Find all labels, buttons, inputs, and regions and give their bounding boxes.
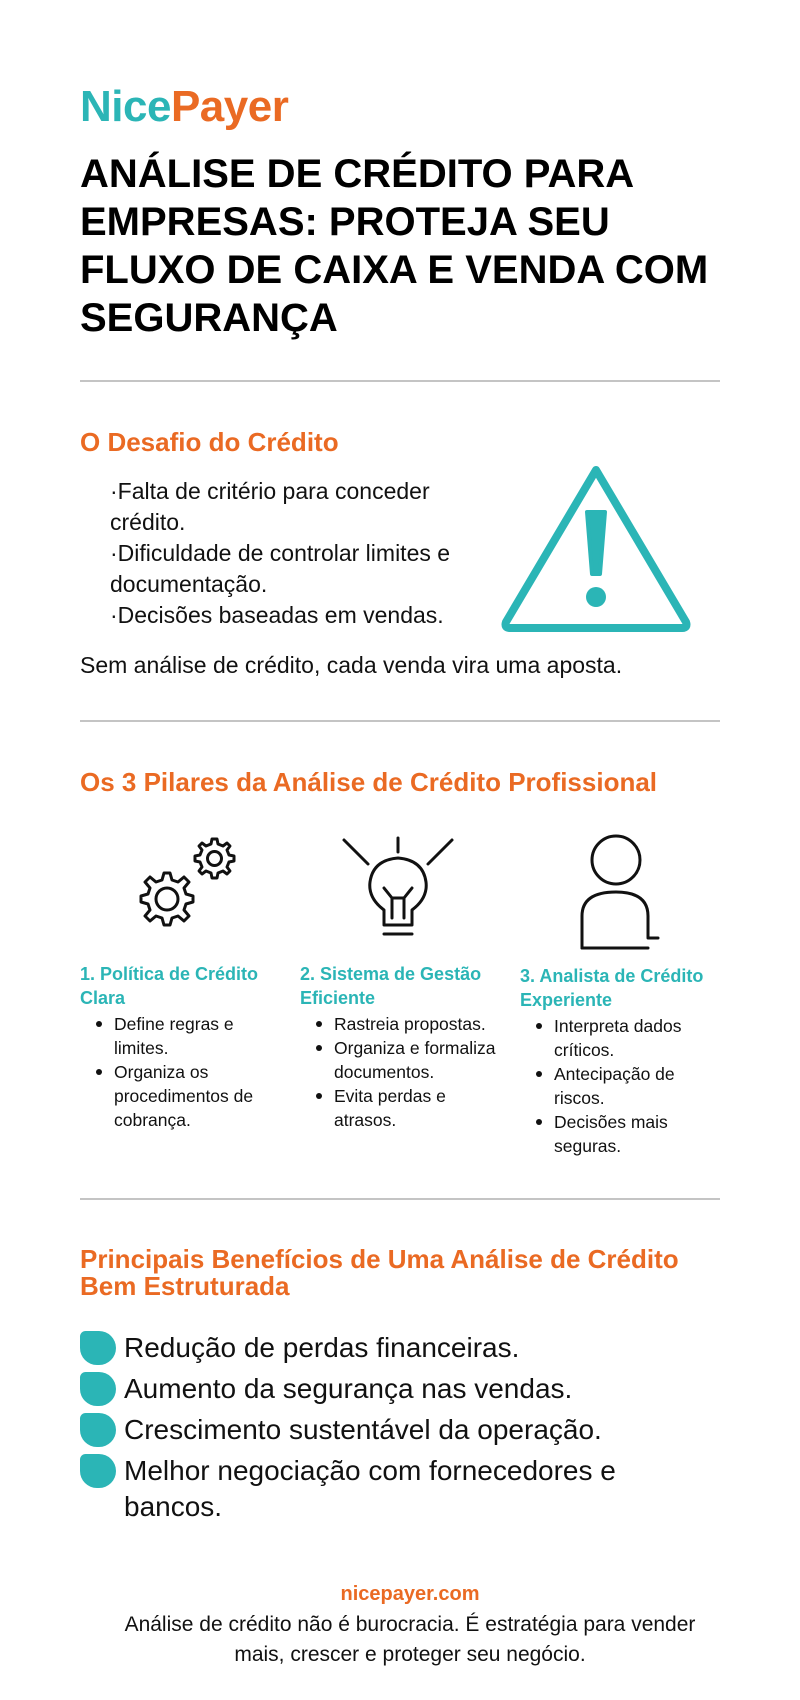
brand-name-part1: Nice	[80, 82, 171, 131]
benefit-text: Crescimento sustentável da operação.	[124, 1414, 602, 1445]
pillar-bullet: Organiza os procedimentos de cobrança.	[80, 1060, 280, 1132]
teal-bullet-icon	[80, 1331, 116, 1365]
pillar-title: 2. Sistema de Gestão Eficiente	[300, 964, 482, 1008]
challenge-list	[110, 476, 480, 631]
benefit-item	[80, 1412, 720, 1448]
challenge-heading: O Desafio do Crédito	[80, 427, 339, 457]
challenge-item: ·Falta de critério para conceder crédito.	[110, 478, 430, 535]
brand-logo	[80, 82, 288, 132]
teal-bullet-icon	[80, 1413, 116, 1447]
pillar-bullet: Define regras e limites.	[80, 1012, 280, 1060]
pillar-bullets	[80, 1012, 280, 1132]
benefit-text: Aumento da segurança nas vendas.	[124, 1373, 573, 1404]
pillar-bullet: Interpreta dados críticos.	[520, 1014, 720, 1062]
pillar-credit-analyst	[520, 964, 720, 1158]
pillar-management-system	[300, 962, 500, 1132]
benefit-text: Melhor negociação com fornecedores e bancos.	[124, 1455, 616, 1522]
benefit-item	[80, 1453, 720, 1525]
benefits-list	[80, 1330, 720, 1530]
divider	[80, 380, 720, 382]
person-icon	[562, 830, 682, 950]
pillar-bullets	[520, 1014, 720, 1158]
pillars-heading: Os 3 Pilares da Análise de Crédito Profissional	[80, 767, 658, 797]
teal-bullet-icon	[80, 1454, 116, 1488]
pillar-bullets	[300, 1012, 500, 1132]
warning-icon	[498, 462, 694, 634]
challenge-summary: Sem análise de crédito, cada venda vira uma aposta.	[80, 652, 623, 678]
pillar-title: 3. Analista de Crédito Experiente	[520, 966, 704, 1010]
pillar-title: 1. Política de Crédito Clara	[80, 964, 259, 1008]
pillar-credit-policy	[80, 962, 280, 1132]
benefit-text: Redução de perdas financeiras.	[124, 1332, 520, 1363]
pillar-bullet: Rastreia propostas.	[300, 1012, 500, 1036]
gears-icon	[120, 830, 240, 950]
pillar-bullet: Organiza e formaliza documentos.	[300, 1036, 500, 1084]
brand-name-part2: Payer	[170, 82, 289, 131]
page-title: ANÁLISE DE CRÉDITO PARA EMPRESAS: PROTEJA SEU FLUXO DE CAIXA E VENDA COM SEGURANÇA	[80, 152, 709, 340]
benefit-item	[80, 1371, 720, 1407]
challenge-item: ·Decisões baseadas em vendas.	[110, 602, 444, 628]
benefit-item	[80, 1330, 720, 1366]
lightbulb-icon	[340, 830, 460, 950]
divider	[80, 720, 720, 722]
benefits-heading: Principais Benefícios de Uma Análise de Crédito Bem Estruturada	[80, 1244, 679, 1301]
teal-bullet-icon	[80, 1372, 116, 1406]
pillar-bullet: Decisões mais seguras.	[520, 1110, 720, 1158]
divider	[80, 1198, 720, 1200]
challenge-item: ·Dificuldade de controlar limites e documentação.	[110, 540, 451, 597]
pillar-bullet: Evita perdas e atrasos.	[300, 1084, 500, 1132]
footer-tagline: Análise de crédito não é burocracia. É estratégia para vender mais, crescer e proteger seu negócio.	[124, 1613, 696, 1666]
footer-url: nicepayer.com	[340, 1583, 480, 1605]
pillar-bullet: Antecipação de riscos.	[520, 1062, 720, 1110]
